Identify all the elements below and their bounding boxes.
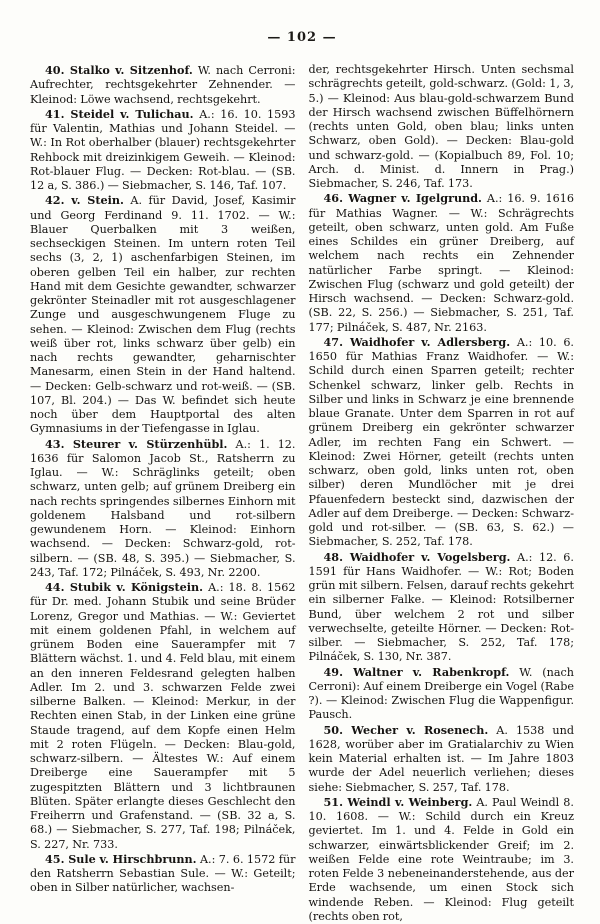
entry-48-body: A.: 12. 6. 1591 für Hans Waidhofer. — W.: Rot; Boden grün mit silbern. Felsen, darauf rechts gekehrt ein silberner Falke. — Kleinod: Rotsilberner Bund, über welchem 2 rot und silber verwechselte, geteilte Hörner. — Decken: Rot-silber. — Siebmacher, S. 252, Taf. 178; Pilnáček, S. 130, Nr. 387. [308, 550, 575, 664]
entry-47-head: 47. Waidhofer v. Adlersberg. [323, 334, 511, 349]
entry-51-head: 51. Weindl v. Weinberg. [323, 794, 473, 809]
entry-41-body: A.: 16. 10. 1593 für Valentin, Mathias und Johann Steidel. — W.: In Rot oberhalber (blauer) rechtsgekehrter Rehbock mit dreizinkigem Geweih. — Kleinod: Rot-blauer Flug. — Decken: Rot-blau. — (SB. 12 a, S. 386.) — Siebmacher, S. 146, Taf. 107. [30, 107, 296, 192]
entry-43-body: A.: 1. 12. 1636 für Salomon Jacob St., Ratsherrn zu Iglau. — W.: Schräglinks geteilt; oben schwarz, unten gelb; auf grünem Dreiberg ein nach rechts springendes silbernes Einhorn mit goldenem Halsband und rot-silbern gewundenem Horn. — Kleinod: Einhorn wachsend. — Decken: Schwarz-gold, rot-silbern. — (SB. 48, S. 395.) — Siebmacher, S. 243, Taf. 172; Pilnáček, S. 493, Nr. 2200. [30, 437, 296, 579]
entry-42-body: A. für David, Josef, Kasimir und Georg Ferdinand 9. 11. 1702. — W.: Blauer Querbalken mit 3 weißen, sechseckigen Steinen. Im untern roten Teil sechs (3, 2, 1) aschenfarbigen Steinen, im oberen gelben Teil ein halber, zur rechten Hand mit dem Gesichte gewandter, schwarzer gekrönter Steinadler mit rot ausgeschlagener Zunge und ausgeschwungenem Fluge zu sehen. — Kleinod: Zwischen dem Flug (rechts weiß über rot, links schwarz über gelb) ein nach rechts gewandter, geharnischter Manesarm, einen Stein in der Hand haltend. — Decken: Gelb-schwarz und rot-weiß. — (SB. 107, Bl. 204.) — Das W. befindet sich heute noch über dem Hauptportal des alten Gymnasiums in der Tiefengasse in Iglau. [30, 194, 296, 436]
entry-45-continuation-text: der, rechtsgekehrter Hirsch. Unten sechsmal schrägrechts geteilt, gold-schwarz. (Gold: 1, 3, 5.) — Kleinod: Aus blau-gold-schwarzem Bund der Hirsch wachsend zwischen Büffelhörnern (rechts unten Gold, oben blau; links unten Schwarz, oben Gold). — Decken: Blau-gold und schwarz-gold. — (Kopialbuch 89, Fol. 10; Arch. d. Minist. d. Innern in Prag.) Siebmacher, S. 246, Taf. 173. [308, 63, 574, 190]
entry-46-head: 46. Wagner v. Igelgrund. [323, 191, 482, 206]
entry-43-head: 43. Steurer v. Stürzenhübl. [45, 436, 228, 451]
entry-47-body: A.: 10. 6. 1650 für Mathias Franz Waidhofer. — W.: Schild durch einen Sparren geteilt; rechter Schenkel schwarz, linker gelb. Rechts in Silber und links in Schwarz je eine brennende blaue Granate. Unter dem Sparren in rot auf grünem Dreiberg ein gekrönter schwarzer Adler, im rechten Fang ein Schwert. — Kleinod: Zwei Hörner, geteilt (rechts unten schwarz, oben gold, links unten rot, oben silber) deren Mundlöcher mit je drei Pfauenfedern besteckt sind, dazwischen der Adler auf dem Dreiberge. — Decken: Schwarz-gold und rot-silber. — (SB. 63, S. 62.) — Siebmacher, S. 252, Taf. 178. [308, 335, 574, 549]
entry-43 [30, 437, 296, 581]
entry-45 [30, 852, 296, 896]
entry-50 [309, 723, 575, 795]
entry-40-head: 40. Stalko v. Sitzenhof. [45, 63, 193, 77]
entry-50-head: 50. Wecher v. Rosenech. [323, 722, 489, 737]
entry-49-body: W. (nach Cerroni): Auf einem Dreiberge ein Vogel (Rabe ?). — Kleinod: Zwischen Flug die Wappenfigur. Pausch. [308, 665, 574, 722]
entry-47 [309, 335, 575, 550]
entry-45-continuation [309, 63, 575, 191]
entry-49-head: 49. Waltner v. Rabenkropf. [323, 664, 510, 679]
entry-46-body: A.: 16. 9. 1616 für Mathias Wagner. — W.: Schrägrechts geteilt, oben schwarz, unten gold. Am Fuße eines Schildes ein grüner Dreiberg, auf welchem nach rechts ein Zehnender natürlicher Farbe springt. — Kleinod: Zwischen Flug (schwarz und gold geteilt) der Hirsch wachsend. — Decken: Schwarz-gold. (SB. 22, S. 256.) — Siebmacher, S. 251, Taf. 177; Pilnáček, S. 487, Nr. 2163. [308, 192, 574, 334]
entry-40 [30, 63, 296, 107]
entry-41 [30, 107, 296, 194]
entry-49 [309, 665, 575, 723]
entry-42-head: 42. v. Stein. [45, 193, 124, 208]
left-column [30, 63, 296, 924]
entry-42 [30, 193, 296, 436]
entry-40-body: W. nach Cerroni: Aufrechter, rechtsgekehrter Zehnender. — Kleinod: Löwe wachsend, rechtsgekehrt. [30, 64, 296, 106]
entry-50-body: A. 1538 und 1628, worüber aber im Gratialarchiv zu Wien kein Material erhalten ist. — Im Jahre 1803 wurde der Adel neuerlich verliehen; dieses siehe: Siebmacher, S. 257, Taf. 178. [308, 723, 574, 794]
entry-51-body: A. Paul Weindl 8. 10. 1608. — W.: Schild durch ein Kreuz geviertet. Im 1. und 4. Felde in Gold ein schwarzer, einwärtsblickender Greif; im 2. weißen Felde eine rote Weintraube; im 3. roten Felde 3 nebeneinanderstehende, aus der Erde wachsende, um einen Stock sich windende Reben. — Kleinod: Flug geteilt (rechts oben rot, [308, 795, 574, 923]
right-column [309, 63, 575, 924]
entry-44-body: A.: 18. 8. 1562 für Dr. med. Johann Stubik und seine Brüder Lorenz, Gregor und Mathias. — W.: Geviertet mit einem goldenen Pfahl, in welchem auf grünem Boden eine Sauerampfer mit 7 Blättern wächst. 1. und 4. Feld blau, mit einem an den inneren Feldesrand gelegten halben Adler. Im 2. und 3. schwarzen Felde zwei silberne Balken. — Kleinod: Merkur, in der Rechten einen Stab, in der Linken eine grüne Staude tragend, auf dem Kopfe einen Helm mit 2 roten Flügeln. — Decken: Blau-gold, schwarz-silbern. — Ältestes W.: Auf einem Dreiberge eine Sauerampfer mit 5 zugespitzten Blättern und 3 lichtbraunen Blüten. Später erlangte dieses Geschlecht den Freiherrn und Grafenstand. — (SB. 32 a, S. 68.) — Siebmacher, S. 277, Taf. 198; Pilnáček, S. 227, Nr. 733. [30, 581, 296, 851]
entry-48-head: 48. Waidhofer v. Vogelsberg. [323, 549, 511, 564]
text-columns [30, 63, 574, 924]
entry-41-head: 41. Steidel v. Tulichau. [45, 106, 194, 121]
entry-48 [309, 550, 575, 665]
entry-44 [30, 580, 296, 852]
entry-51 [309, 795, 575, 924]
entry-45-head: 45. Sule v. Hirschbrunn. [45, 851, 197, 866]
entry-44-head: 44. Stubik v. Königstein. [45, 580, 204, 594]
entry-45-body: A.: 7. 6. 1572 für den Ratsherrn Sebastian Sule. — W.: Geteilt; oben in Silber natürlicher, wachsen- [30, 852, 296, 895]
entry-46 [309, 191, 575, 335]
page-number: — 102 — [267, 30, 337, 45]
